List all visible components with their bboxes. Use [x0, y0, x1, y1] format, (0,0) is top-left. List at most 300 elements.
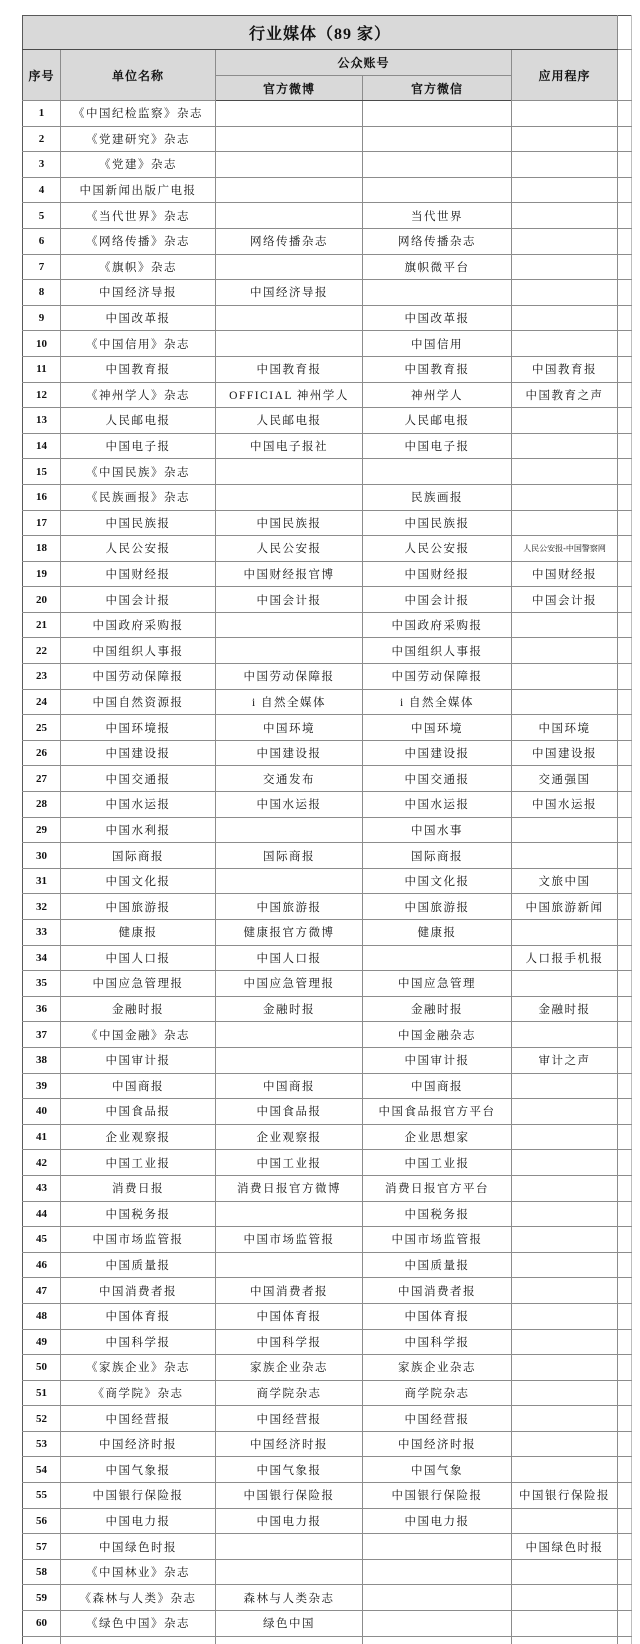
- unit-name-cell: 中国税务报: [61, 1201, 216, 1227]
- weibo-account-cell: OFFICIAL 神州学人: [216, 382, 363, 408]
- wechat-account-cell: 中国食品报官方平台: [363, 1099, 512, 1125]
- wechat-account-cell: 金融时报: [363, 996, 512, 1022]
- unit-name-cell: 中国食品报: [61, 1099, 216, 1125]
- app-cell: [512, 1099, 618, 1125]
- weibo-account-cell: [216, 331, 363, 357]
- row-number-cell: 13: [23, 408, 61, 434]
- wechat-account-cell: 中国消费者报: [363, 1278, 512, 1304]
- table-row: [23, 1073, 632, 1099]
- weibo-account-cell: [216, 254, 363, 280]
- table-row: [23, 101, 632, 127]
- table-row: [23, 1534, 632, 1560]
- row-number-cell: 40: [23, 1099, 61, 1125]
- app-cell: [512, 1508, 618, 1534]
- unit-name-cell: 中国自然资源报: [61, 689, 216, 715]
- app-cell: [512, 228, 618, 254]
- table-row: [23, 152, 632, 178]
- col-header-accounts-group: 公众账号: [216, 50, 512, 76]
- row-number-cell: 31: [23, 868, 61, 894]
- table-row: [23, 715, 632, 741]
- table-row: [23, 536, 632, 562]
- weibo-account-cell: 中国经营报: [216, 1406, 363, 1432]
- cropped-column-cell: [618, 152, 632, 178]
- row-number-cell: 18: [23, 536, 61, 562]
- cropped-column-cell: [618, 1406, 632, 1432]
- weibo-account-cell: 中国人口报: [216, 945, 363, 971]
- app-cell: 中国财经报: [512, 561, 618, 587]
- cropped-column-cell: [618, 484, 632, 510]
- wechat-account-cell: [363, 152, 512, 178]
- unit-name-cell: 《旗帜》杂志: [61, 254, 216, 280]
- weibo-account-cell: [216, 459, 363, 485]
- unit-name-cell: 《中国信用》杂志: [61, 331, 216, 357]
- cropped-column-cell: [618, 868, 632, 894]
- row-number-cell: 43: [23, 1175, 61, 1201]
- cropped-column-cell: [618, 101, 632, 127]
- table-row: [23, 1099, 632, 1125]
- table-row: [23, 356, 632, 382]
- weibo-account-cell: [216, 1559, 363, 1585]
- weibo-account-cell: 中国教育报: [216, 356, 363, 382]
- unit-name-cell: 《党建》杂志: [61, 152, 216, 178]
- app-cell: [512, 817, 618, 843]
- app-cell: [512, 843, 618, 869]
- wechat-account-cell: 中国银行保险报: [363, 1483, 512, 1509]
- row-number-cell: 2: [23, 126, 61, 152]
- row-number-cell: 37: [23, 1022, 61, 1048]
- document-page: [22, 15, 632, 1644]
- row-number-cell: 3: [23, 152, 61, 178]
- col-header-no: 序号: [23, 50, 61, 101]
- unit-name-cell: 《网络传播》杂志: [61, 228, 216, 254]
- table-row: [23, 587, 632, 613]
- unit-name-cell: 中国人口报: [61, 945, 216, 971]
- cropped-column-cell: [618, 510, 632, 536]
- app-cell: [512, 689, 618, 715]
- weibo-account-cell: [216, 203, 363, 229]
- table-body: [23, 101, 632, 1644]
- industry-media-table: [22, 15, 632, 1644]
- table-row: [23, 1559, 632, 1585]
- table-row: [23, 228, 632, 254]
- unit-name-cell: 中国消费者报: [61, 1278, 216, 1304]
- wechat-account-cell: 家族企业杂志: [363, 1355, 512, 1381]
- weibo-account-cell: [216, 101, 363, 127]
- app-cell: 中国绿色时报: [512, 1534, 618, 1560]
- cropped-column-cell: [618, 689, 632, 715]
- weibo-account-cell: [216, 1201, 363, 1227]
- table-row: [23, 331, 632, 357]
- wechat-account-cell: 当代世界: [363, 203, 512, 229]
- unit-name-cell: 《中国民族》杂志: [61, 459, 216, 485]
- table-row: [23, 382, 632, 408]
- unit-name-cell: 《当代世界》杂志: [61, 203, 216, 229]
- table-row: [23, 868, 632, 894]
- cropped-column-cell: [618, 1508, 632, 1534]
- row-number-cell: 54: [23, 1457, 61, 1483]
- row-number-cell: 32: [23, 894, 61, 920]
- wechat-account-cell: 网络传播杂志: [363, 228, 512, 254]
- unit-name-cell: 中国工业报: [61, 1150, 216, 1176]
- table-row: [23, 510, 632, 536]
- row-number-cell: 45: [23, 1227, 61, 1253]
- table-row: [23, 1406, 632, 1432]
- app-cell: [512, 408, 618, 434]
- row-number-cell: 23: [23, 664, 61, 690]
- cropped-column-cell: [618, 766, 632, 792]
- unit-name-cell: 中国会计报: [61, 587, 216, 613]
- weibo-account-cell: 中国旅游报: [216, 894, 363, 920]
- cropped-column-cell: [618, 16, 632, 50]
- weibo-account-cell: 绿色中国: [216, 1611, 363, 1637]
- weibo-account-cell: [216, 305, 363, 331]
- unit-name-cell: 《绿色中国》杂志: [61, 1611, 216, 1637]
- weibo-account-cell: [216, 1534, 363, 1560]
- row-number-cell: 46: [23, 1252, 61, 1278]
- cropped-column-cell: [618, 1329, 632, 1355]
- wechat-account-cell: [363, 1559, 512, 1585]
- header-row-upper: [23, 50, 632, 76]
- app-cell: [512, 484, 618, 510]
- unit-name-cell: 中国改革报: [61, 305, 216, 331]
- cropped-column-cell: [618, 996, 632, 1022]
- app-cell: [512, 664, 618, 690]
- weibo-account-cell: 家族企业杂志: [216, 1355, 363, 1381]
- row-number-cell: 38: [23, 1047, 61, 1073]
- cropped-column-cell: [618, 561, 632, 587]
- unit-name-cell: 《中国纪检监察》杂志: [61, 101, 216, 127]
- wechat-account-cell: 中国旅游报: [363, 894, 512, 920]
- row-number-cell: 41: [23, 1124, 61, 1150]
- unit-name-cell: 消费日报: [61, 1175, 216, 1201]
- unit-name-cell: 中国银行保险报: [61, 1483, 216, 1509]
- unit-name-cell: 中国劳动保障报: [61, 664, 216, 690]
- row-number-cell: 5: [23, 203, 61, 229]
- cropped-column-cell: [618, 1534, 632, 1560]
- wechat-account-cell: 中国组织人事报: [363, 638, 512, 664]
- unit-name-cell: 健康报: [61, 920, 216, 946]
- unit-name-cell: 《中国林业》杂志: [61, 1559, 216, 1585]
- wechat-account-cell: 人民公安报: [363, 536, 512, 562]
- table-row: [23, 305, 632, 331]
- app-cell: 中国旅游新闻: [512, 894, 618, 920]
- row-number-cell: 35: [23, 971, 61, 997]
- cropped-column-cell: [618, 715, 632, 741]
- unit-name-cell: 中国经济时报: [61, 1431, 216, 1457]
- unit-name-cell: 国际商报: [61, 843, 216, 869]
- wechat-account-cell: 中国金融杂志: [363, 1022, 512, 1048]
- weibo-account-cell: 企业观察报: [216, 1124, 363, 1150]
- weibo-account-cell: 中国劳动保障报: [216, 664, 363, 690]
- cropped-column-cell: [618, 792, 632, 818]
- app-cell: [512, 1611, 618, 1637]
- weibo-account-cell: 中国食品报: [216, 1099, 363, 1125]
- weibo-account-cell: [216, 1252, 363, 1278]
- cropped-column-cell: [618, 894, 632, 920]
- table-row: [23, 254, 632, 280]
- table-row: [23, 996, 632, 1022]
- app-cell: [512, 1022, 618, 1048]
- row-number-cell: 7: [23, 254, 61, 280]
- row-number-cell: 30: [23, 843, 61, 869]
- wechat-account-cell: 中国质量报: [363, 1252, 512, 1278]
- weibo-account-cell: 中国财经报官博: [216, 561, 363, 587]
- unit-name-cell: 中国经营报: [61, 1406, 216, 1432]
- table-title-row: [23, 16, 632, 50]
- unit-name-cell: 人民公安报: [61, 536, 216, 562]
- cropped-column-cell: [618, 1611, 632, 1637]
- unit-name-cell: 《家族企业》杂志: [61, 1355, 216, 1381]
- row-number-cell: 11: [23, 356, 61, 382]
- col-header-app: 应用程序: [512, 50, 618, 101]
- table-row: [23, 1252, 632, 1278]
- cropped-column-cell: [618, 305, 632, 331]
- wechat-account-cell: [363, 1611, 512, 1637]
- cropped-column-cell: [618, 459, 632, 485]
- wechat-account-cell: 人民邮电报: [363, 408, 512, 434]
- app-cell: [512, 1329, 618, 1355]
- table-row: [23, 1175, 632, 1201]
- app-cell: 中国建设报: [512, 740, 618, 766]
- unit-name-cell: 中国旅游报: [61, 894, 216, 920]
- col-header-name: 单位名称: [61, 50, 216, 101]
- unit-name-cell: 中国教育报: [61, 356, 216, 382]
- weibo-account-cell: 消费日报官方微博: [216, 1175, 363, 1201]
- app-cell: [512, 638, 618, 664]
- col-header-wechat: 官方微信: [363, 76, 512, 101]
- app-cell: 中国教育报: [512, 356, 618, 382]
- weibo-account-cell: 商学院杂志: [216, 1380, 363, 1406]
- unit-name-cell: 《森林与人类》杂志: [61, 1585, 216, 1611]
- app-cell: 中国教育之声: [512, 382, 618, 408]
- unit-name-cell: 中国民族报: [61, 510, 216, 536]
- wechat-account-cell: 中国教育报: [363, 356, 512, 382]
- weibo-account-cell: 中国会计报: [216, 587, 363, 613]
- table-row: [23, 177, 632, 203]
- unit-name-cell: 中国交通报: [61, 766, 216, 792]
- unit-name-cell: 企业观察报: [61, 1124, 216, 1150]
- row-number-cell: 56: [23, 1508, 61, 1534]
- unit-name-cell: 中国水利报: [61, 817, 216, 843]
- cropped-column-cell: [618, 1099, 632, 1125]
- app-cell: [512, 1227, 618, 1253]
- row-number-cell: 51: [23, 1380, 61, 1406]
- unit-name-cell: 中国经济导报: [61, 280, 216, 306]
- app-cell: [512, 1303, 618, 1329]
- weibo-account-cell: [216, 152, 363, 178]
- table-row: [23, 638, 632, 664]
- table-row: [23, 1150, 632, 1176]
- row-number-cell: 42: [23, 1150, 61, 1176]
- row-number-cell: 44: [23, 1201, 61, 1227]
- app-cell: [512, 254, 618, 280]
- weibo-account-cell: 中国工业报: [216, 1150, 363, 1176]
- row-number-cell: 50: [23, 1355, 61, 1381]
- row-number-cell: 4: [23, 177, 61, 203]
- app-cell: [512, 1457, 618, 1483]
- wechat-account-cell: 中国电子报: [363, 433, 512, 459]
- cropped-column-cell: [618, 612, 632, 638]
- unit-name-cell: 人民邮电报: [61, 408, 216, 434]
- weibo-account-cell: [216, 126, 363, 152]
- unit-name-cell: 中国建设报: [61, 740, 216, 766]
- cropped-column-cell: [618, 1022, 632, 1048]
- app-cell: 中国会计报: [512, 587, 618, 613]
- wechat-account-cell: 民族画报: [363, 484, 512, 510]
- unit-name-cell: 中国审计报: [61, 1047, 216, 1073]
- cropped-column-cell: [618, 254, 632, 280]
- wechat-account-cell: [363, 945, 512, 971]
- table-row: [23, 1483, 632, 1509]
- weibo-account-cell: 中国体育报: [216, 1303, 363, 1329]
- table-title: 行业媒体（89 家）: [23, 16, 618, 50]
- cropped-column-cell: [618, 331, 632, 357]
- row-number-cell: 55: [23, 1483, 61, 1509]
- row-number-cell: 47: [23, 1278, 61, 1304]
- app-cell: 交通强国: [512, 766, 618, 792]
- col-header-weibo: 官方微博: [216, 76, 363, 101]
- weibo-account-cell: 中国民族报: [216, 510, 363, 536]
- app-cell: [512, 305, 618, 331]
- row-number-cell: 34: [23, 945, 61, 971]
- wechat-account-cell: 中国审计报: [363, 1047, 512, 1073]
- app-cell: 人民公安报-中国警察网: [512, 536, 618, 562]
- cropped-column-cell: [618, 280, 632, 306]
- wechat-account-cell: 中国税务报: [363, 1201, 512, 1227]
- unit-name-cell: 中国环境报: [61, 715, 216, 741]
- weibo-account-cell: 金融时报: [216, 996, 363, 1022]
- row-number-cell: 60: [23, 1611, 61, 1637]
- app-cell: 中国银行保险报: [512, 1483, 618, 1509]
- table-row: [23, 1278, 632, 1304]
- weibo-account-cell: [216, 1047, 363, 1073]
- weibo-account-cell: 中国市场监管报: [216, 1227, 363, 1253]
- weibo-account-cell: i 自然全媒体: [216, 689, 363, 715]
- wechat-account-cell: 中国信用: [363, 331, 512, 357]
- row-number-cell: 10: [23, 331, 61, 357]
- cropped-column-cell: [618, 1380, 632, 1406]
- row-number-cell: 20: [23, 587, 61, 613]
- wechat-account-cell: 健康报: [363, 920, 512, 946]
- weibo-account-cell: 人民公安报: [216, 536, 363, 562]
- table-row: [23, 945, 632, 971]
- app-cell: [512, 1252, 618, 1278]
- table-row: [23, 1329, 632, 1355]
- row-number-cell: 21: [23, 612, 61, 638]
- wechat-account-cell: 中国工业报: [363, 1150, 512, 1176]
- weibo-account-cell: [216, 1022, 363, 1048]
- wechat-account-cell: 国际商报: [363, 843, 512, 869]
- weibo-account-cell: 中国科学报: [216, 1329, 363, 1355]
- weibo-account-cell: [216, 484, 363, 510]
- weibo-account-cell: 中国消费者报: [216, 1278, 363, 1304]
- row-number-cell: 53: [23, 1431, 61, 1457]
- row-number-cell: 49: [23, 1329, 61, 1355]
- row-number-cell: 27: [23, 766, 61, 792]
- app-cell: [512, 126, 618, 152]
- weibo-account-cell: 中国建设报: [216, 740, 363, 766]
- table-row: [23, 843, 632, 869]
- cropped-column-cell: [618, 817, 632, 843]
- unit-name-cell: 中国水运报: [61, 792, 216, 818]
- app-cell: [512, 331, 618, 357]
- row-number-cell: 15: [23, 459, 61, 485]
- table-row: [23, 664, 632, 690]
- wechat-account-cell: [363, 280, 512, 306]
- wechat-account-cell: 中国民族报: [363, 510, 512, 536]
- wechat-account-cell: [363, 459, 512, 485]
- wechat-account-cell: 中国商报: [363, 1073, 512, 1099]
- app-cell: [512, 920, 618, 946]
- app-cell: [512, 1150, 618, 1176]
- wechat-account-cell: 中国会计报: [363, 587, 512, 613]
- cropped-column-cell: [618, 920, 632, 946]
- row-number-cell: 24: [23, 689, 61, 715]
- unit-name-cell: 《商学院》杂志: [61, 1380, 216, 1406]
- app-cell: [512, 152, 618, 178]
- row-number-cell: 39: [23, 1073, 61, 1099]
- cropped-column-cell: [618, 1585, 632, 1611]
- wechat-account-cell: [363, 1585, 512, 1611]
- cropped-column-cell: [618, 203, 632, 229]
- weibo-account-cell: 中国电子报社: [216, 433, 363, 459]
- wechat-account-cell: 中国劳动保障报: [363, 664, 512, 690]
- row-number-cell: 19: [23, 561, 61, 587]
- table-row: [23, 280, 632, 306]
- table-row: [23, 1201, 632, 1227]
- row-number-cell: 29: [23, 817, 61, 843]
- app-cell: [512, 510, 618, 536]
- table-row: [23, 1022, 632, 1048]
- table-row: [23, 1611, 632, 1637]
- weibo-account-cell: 中国应急管理报: [216, 971, 363, 997]
- weibo-account-cell: [216, 638, 363, 664]
- cropped-column-cell: [618, 971, 632, 997]
- wechat-account-cell: 中国市场监管报: [363, 1227, 512, 1253]
- row-number-cell: 1: [23, 101, 61, 127]
- unit-name-cell: 中国文化报: [61, 868, 216, 894]
- weibo-account-cell: [216, 868, 363, 894]
- app-cell: [512, 1355, 618, 1381]
- weibo-account-cell: 网络传播杂志: [216, 228, 363, 254]
- unit-name-cell: 中国财经报: [61, 561, 216, 587]
- unit-name-cell: 中国气象报: [61, 1457, 216, 1483]
- cropped-column-cell: [618, 843, 632, 869]
- weibo-account-cell: [216, 612, 363, 638]
- weibo-account-cell: 中国商报: [216, 1073, 363, 1099]
- cropped-column-cell: [618, 408, 632, 434]
- table-row: [23, 484, 632, 510]
- app-cell: [512, 971, 618, 997]
- table-row: [23, 561, 632, 587]
- wechat-account-cell: 中国经济时报: [363, 1431, 512, 1457]
- app-cell: [512, 433, 618, 459]
- unit-name-cell: 中国组织人事报: [61, 638, 216, 664]
- row-number-cell: 59: [23, 1585, 61, 1611]
- row-number-cell: 14: [23, 433, 61, 459]
- cropped-column-cell: [618, 1278, 632, 1304]
- table-row: [23, 740, 632, 766]
- unit-name-cell: 中国绿色时报: [61, 1534, 216, 1560]
- cropped-column-cell: [618, 1175, 632, 1201]
- unit-name-cell: 中国市场监管报: [61, 1227, 216, 1253]
- row-number-cell: 6: [23, 228, 61, 254]
- wechat-account-cell: 中国电力报: [363, 1508, 512, 1534]
- wechat-account-cell: 中国水运报: [363, 792, 512, 818]
- table-row: [23, 612, 632, 638]
- row-number-cell: 16: [23, 484, 61, 510]
- table-row: [23, 433, 632, 459]
